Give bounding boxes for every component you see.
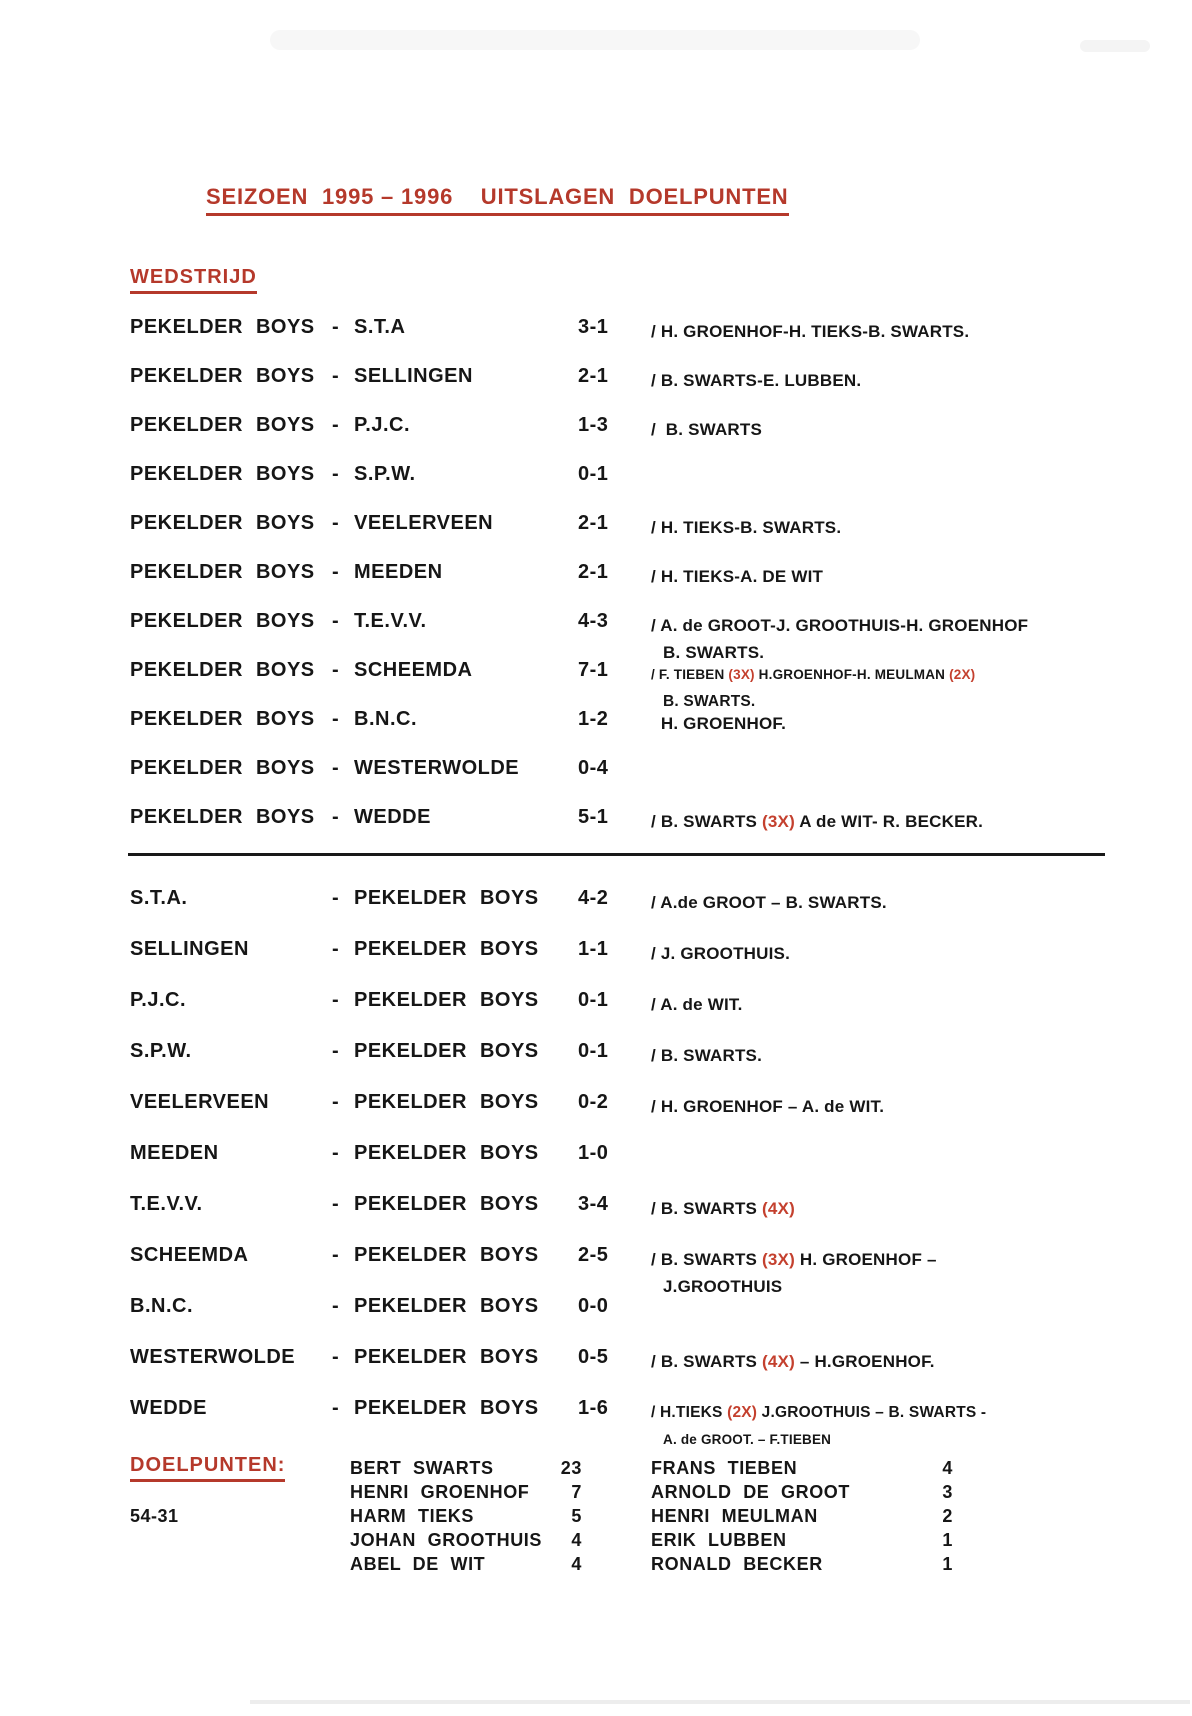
- separator-dash: -: [332, 463, 340, 485]
- match-row: [130, 988, 1172, 1039]
- separator-dash: -: [332, 1142, 340, 1164]
- team-right: B.N.C.: [354, 708, 417, 730]
- team-right: PEKELDER BOYS: [354, 1091, 539, 1113]
- separator-dash: -: [332, 512, 340, 534]
- team-right: PEKELDER BOYS: [354, 1244, 539, 1266]
- scorer-line: [651, 563, 1172, 590]
- team-right: MEEDEN: [354, 561, 443, 583]
- team-left: PEKELDER BOYS: [130, 365, 315, 387]
- separator-dash: -: [332, 414, 340, 436]
- scorer-goals: 4: [942, 1458, 953, 1478]
- match-row: [130, 658, 1172, 710]
- match-row: [130, 1345, 1172, 1396]
- separator-dash: -: [332, 1346, 340, 1368]
- scorer-names: / A. de GROOT-J. GROOTHUIS-H. GROENHOF: [651, 616, 1029, 635]
- scorer-goals: 2: [942, 1506, 953, 1526]
- scorer-goals: 7: [571, 1482, 582, 1502]
- scorer-row: [130, 1530, 1130, 1554]
- team-right: SCHEEMDA: [354, 659, 473, 681]
- team-right: PEKELDER BOYS: [354, 1346, 539, 1368]
- scorer-names: / B. SWARTS: [651, 1250, 763, 1269]
- match-score: 5-1: [578, 806, 609, 828]
- scorer-names: / A. de WIT.: [651, 995, 743, 1014]
- scorer-line: [651, 367, 1172, 394]
- match-row: [130, 315, 1172, 364]
- match-row: [130, 364, 1172, 413]
- separator-dash: -: [332, 316, 340, 338]
- goal-multiplier: (2X): [727, 1404, 758, 1421]
- separator-dash: -: [332, 1295, 340, 1317]
- match-score: 7-1: [578, 659, 609, 681]
- scorer-line: [651, 416, 1172, 443]
- scorer-row: [130, 1554, 1130, 1578]
- team-left: PEKELDER BOYS: [130, 610, 315, 632]
- team-left: SELLINGEN: [130, 938, 249, 960]
- scan-artifact: [250, 1700, 1190, 1704]
- scorer-list: [651, 756, 1172, 805]
- separator-dash: -: [332, 1091, 340, 1113]
- scorer-names: / H. TIEKS-B. SWARTS.: [651, 518, 842, 537]
- scorer-row: [130, 1482, 1130, 1506]
- goal-multiplier: (4X): [762, 1199, 795, 1218]
- goal-multiplier: (3X): [762, 812, 795, 831]
- match-score: 0-1: [578, 1040, 609, 1062]
- separator-dash: -: [332, 1244, 340, 1266]
- goal-multiplier: (3X): [762, 1250, 795, 1269]
- match-score: 4-3: [578, 610, 609, 632]
- team-left: P.J.C.: [130, 989, 186, 1011]
- scorer-list: [651, 1141, 1172, 1192]
- separator-dash: -: [332, 757, 340, 779]
- wedstrijd-heading: WEDSTRIJD: [130, 266, 257, 294]
- scorer-names: H. GROENHOF.: [651, 714, 787, 733]
- scorer-goals: 4: [571, 1530, 582, 1550]
- scorer-line: [651, 808, 1172, 835]
- scorer-names: J.GROOTHUIS: [663, 1277, 783, 1296]
- team-left: PEKELDER BOYS: [130, 708, 315, 730]
- scorer-goals: 23: [560, 1458, 582, 1478]
- scorer-line: [651, 1246, 1172, 1273]
- team-left: PEKELDER BOYS: [130, 414, 315, 436]
- scorer-names: B. SWARTS.: [663, 693, 756, 710]
- match-row: [130, 1243, 1172, 1294]
- scorer-line: [651, 1093, 1172, 1120]
- scorer-names: / B. SWARTS: [651, 812, 763, 831]
- scorer-list: [651, 988, 1172, 1039]
- team-right: VEELERVEEN: [354, 512, 494, 534]
- scorer-names: / H.TIEKS: [651, 1404, 728, 1421]
- match-score: 0-4: [578, 757, 609, 779]
- team-left: PEKELDER BOYS: [130, 757, 315, 779]
- scorer-name: BERT SWARTS: [350, 1458, 494, 1478]
- scorer-name: HENRI GROENHOF: [350, 1482, 530, 1502]
- team-right: PEKELDER BOYS: [354, 1142, 539, 1164]
- match-score: 2-1: [578, 561, 609, 583]
- scorer-line: [651, 612, 1172, 639]
- match-score: 1-3: [578, 414, 609, 436]
- scorer-names: / B. SWARTS: [651, 420, 763, 439]
- scorer-line: [663, 1426, 1172, 1453]
- team-left: T.E.V.V.: [130, 1193, 203, 1215]
- match-row: [130, 511, 1172, 560]
- scan-artifact: [1080, 40, 1150, 52]
- match-score: 0-1: [578, 463, 609, 485]
- match-row: [130, 707, 1172, 756]
- team-left: S.T.A.: [130, 887, 188, 909]
- match-score: 3-4: [578, 1193, 609, 1215]
- scorer-names: A. de GROOT. – F.TIEBEN: [663, 1432, 832, 1447]
- home-matches-section: [130, 315, 1172, 854]
- match-row: [130, 560, 1172, 609]
- match-row: [130, 756, 1172, 805]
- match-row: [130, 1192, 1172, 1243]
- match-score: 0-5: [578, 1346, 609, 1368]
- separator-dash: -: [332, 561, 340, 583]
- separator-dash: -: [332, 806, 340, 828]
- scorer-name: ABEL DE WIT: [350, 1554, 486, 1574]
- scorer-list: [651, 707, 1172, 756]
- scan-artifact: [270, 30, 920, 50]
- scorer-names: / H. GROENHOF – A. de WIT.: [651, 1097, 885, 1116]
- scorer-line: [651, 661, 1172, 688]
- match-row: [130, 413, 1172, 462]
- team-left: SCHEEMDA: [130, 1244, 249, 1266]
- match-score: 1-0: [578, 1142, 609, 1164]
- team-right: PEKELDER BOYS: [354, 1397, 539, 1419]
- team-left: WESTERWOLDE: [130, 1346, 296, 1368]
- separator-dash: -: [332, 1193, 340, 1215]
- team-right: S.P.W.: [354, 463, 416, 485]
- scorer-line: [651, 1348, 1172, 1375]
- match-row: [130, 886, 1172, 937]
- scorer-list: [651, 315, 1172, 364]
- section-divider: [128, 853, 1105, 856]
- scorer-names: / B. SWARTS-E. LUBBEN.: [651, 371, 862, 390]
- scorer-goals: 1: [942, 1554, 953, 1574]
- match-row: [130, 937, 1172, 988]
- scorer-names: J.GROOTHUIS – B. SWARTS -: [757, 1404, 987, 1421]
- scorer-list: [651, 937, 1172, 988]
- scorer-line: [651, 1195, 1172, 1222]
- match-row: [130, 462, 1172, 511]
- scorer-list: [651, 1396, 1172, 1453]
- scorer-goals: 1: [942, 1530, 953, 1550]
- scorer-list: [651, 886, 1172, 937]
- match-score: 1-2: [578, 708, 609, 730]
- scorer-names: A de WIT- R. BECKER.: [794, 812, 984, 831]
- scorer-list: [651, 1243, 1172, 1300]
- scorer-names: / J. GROOTHUIS.: [651, 944, 791, 963]
- goal-multiplier: (4X): [762, 1352, 795, 1371]
- team-right: PEKELDER BOYS: [354, 938, 539, 960]
- team-left: PEKELDER BOYS: [130, 512, 315, 534]
- team-left: VEELERVEEN: [130, 1091, 270, 1113]
- separator-dash: -: [332, 610, 340, 632]
- scorer-line: [651, 1042, 1172, 1069]
- team-right: P.J.C.: [354, 414, 410, 436]
- scorer-goals: 5: [571, 1506, 582, 1526]
- separator-dash: -: [332, 1397, 340, 1419]
- scorer-list: [651, 1090, 1172, 1141]
- scorer-row: [130, 1506, 1130, 1530]
- match-score: 2-5: [578, 1244, 609, 1266]
- scorer-list: [651, 1345, 1172, 1396]
- match-score: 2-1: [578, 512, 609, 534]
- away-matches-section: [130, 886, 1172, 1447]
- match-score: 2-1: [578, 365, 609, 387]
- team-left: PEKELDER BOYS: [130, 659, 315, 681]
- match-row: [130, 1039, 1172, 1090]
- team-left: PEKELDER BOYS: [130, 316, 315, 338]
- team-right: PEKELDER BOYS: [354, 1295, 539, 1317]
- match-score: 0-1: [578, 989, 609, 1011]
- scorer-names: / F. TIEBEN: [651, 667, 729, 682]
- match-row: [130, 805, 1172, 854]
- scorer-line: [651, 940, 1172, 967]
- doelpunten-heading: DOELPUNTEN:: [130, 1454, 285, 1482]
- scorer-names: B. SWARTS.: [663, 643, 765, 662]
- scorer-list: [651, 560, 1172, 609]
- goal-total: 54-31: [130, 1506, 179, 1526]
- scorer-goals: 4: [571, 1554, 582, 1574]
- scorer-list: [651, 1192, 1172, 1243]
- scorer-name: RONALD BECKER: [651, 1554, 823, 1574]
- scorer-list: [651, 511, 1172, 560]
- scorer-list: [651, 805, 1172, 854]
- goal-multiplier: (3X): [728, 667, 755, 682]
- scorer-names: H. GROENHOF –: [794, 1250, 937, 1269]
- scorer-line: [651, 991, 1172, 1018]
- match-score: 4-2: [578, 887, 609, 909]
- scorer-names: – H.GROENHOF.: [794, 1352, 935, 1371]
- separator-dash: -: [332, 1040, 340, 1062]
- scorer-name: HENRI MEULMAN: [651, 1506, 818, 1526]
- scorer-list: [651, 364, 1172, 413]
- match-score: 1-1: [578, 938, 609, 960]
- scorer-list: [651, 1294, 1172, 1345]
- match-score: 1-6: [578, 1397, 609, 1419]
- scorer-goals: 3: [942, 1482, 953, 1502]
- scorer-names: / A.de GROOT – B. SWARTS.: [651, 893, 887, 912]
- team-left: PEKELDER BOYS: [130, 463, 315, 485]
- page-title: SEIZOEN 1995 – 1996 UITSLAGEN DOELPUNTEN: [206, 184, 789, 216]
- scorer-name: ERIK LUBBEN: [651, 1530, 787, 1550]
- match-row: [130, 1090, 1172, 1141]
- team-right: SELLINGEN: [354, 365, 473, 387]
- separator-dash: -: [332, 989, 340, 1011]
- match-score: 3-1: [578, 316, 609, 338]
- team-right: WESTERWOLDE: [354, 757, 520, 779]
- scorer-name: FRANS TIEBEN: [651, 1458, 798, 1478]
- scorer-row: [130, 1458, 1130, 1482]
- scorer-name: ARNOLD DE GROOT: [651, 1482, 850, 1502]
- doelpunten-section: [130, 1450, 1130, 1630]
- team-left: MEEDEN: [130, 1142, 219, 1164]
- separator-dash: -: [332, 938, 340, 960]
- scorer-names: / B. SWARTS: [651, 1199, 763, 1218]
- goal-multiplier: (2X): [949, 667, 976, 682]
- separator-dash: -: [332, 365, 340, 387]
- team-left: PEKELDER BOYS: [130, 561, 315, 583]
- separator-dash: -: [332, 887, 340, 909]
- team-right: S.T.A: [354, 316, 406, 338]
- scorer-list: [651, 1039, 1172, 1090]
- scorer-line: [651, 1399, 1172, 1426]
- team-right: T.E.V.V.: [354, 610, 427, 632]
- scorer-name: HARM TIEKS: [350, 1506, 474, 1526]
- scorer-name: JOHAN GROOTHUIS: [350, 1530, 543, 1550]
- scorer-list: [651, 462, 1172, 511]
- team-right: PEKELDER BOYS: [354, 1193, 539, 1215]
- team-right: PEKELDER BOYS: [354, 989, 539, 1011]
- match-row: [130, 1141, 1172, 1192]
- scorer-line: [651, 318, 1172, 345]
- team-right: PEKELDER BOYS: [354, 887, 539, 909]
- separator-dash: -: [332, 659, 340, 681]
- team-right: PEKELDER BOYS: [354, 1040, 539, 1062]
- scorer-line: [651, 514, 1172, 541]
- match-row: [130, 1294, 1172, 1345]
- team-right: WEDDE: [354, 806, 431, 828]
- scorer-names: / H. TIEKS-A. DE WIT: [651, 567, 824, 586]
- match-score: 0-0: [578, 1295, 609, 1317]
- scorer-line: [651, 889, 1172, 916]
- scorer-names: H.GROENHOF-H. MEULMAN: [754, 667, 950, 682]
- team-left: B.N.C.: [130, 1295, 193, 1317]
- scorer-names: / B. SWARTS.: [651, 1046, 763, 1065]
- scorer-names: / B. SWARTS: [651, 1352, 763, 1371]
- scorer-line: [651, 710, 1172, 737]
- match-row: [130, 1396, 1172, 1447]
- match-row: [130, 609, 1172, 662]
- match-score: 0-2: [578, 1091, 609, 1113]
- team-left: S.P.W.: [130, 1040, 192, 1062]
- team-left: WEDDE: [130, 1397, 207, 1419]
- separator-dash: -: [332, 708, 340, 730]
- team-left: PEKELDER BOYS: [130, 806, 315, 828]
- scorer-list: [651, 413, 1172, 462]
- scorer-names: / H. GROENHOF-H. TIEKS-B. SWARTS.: [651, 322, 970, 341]
